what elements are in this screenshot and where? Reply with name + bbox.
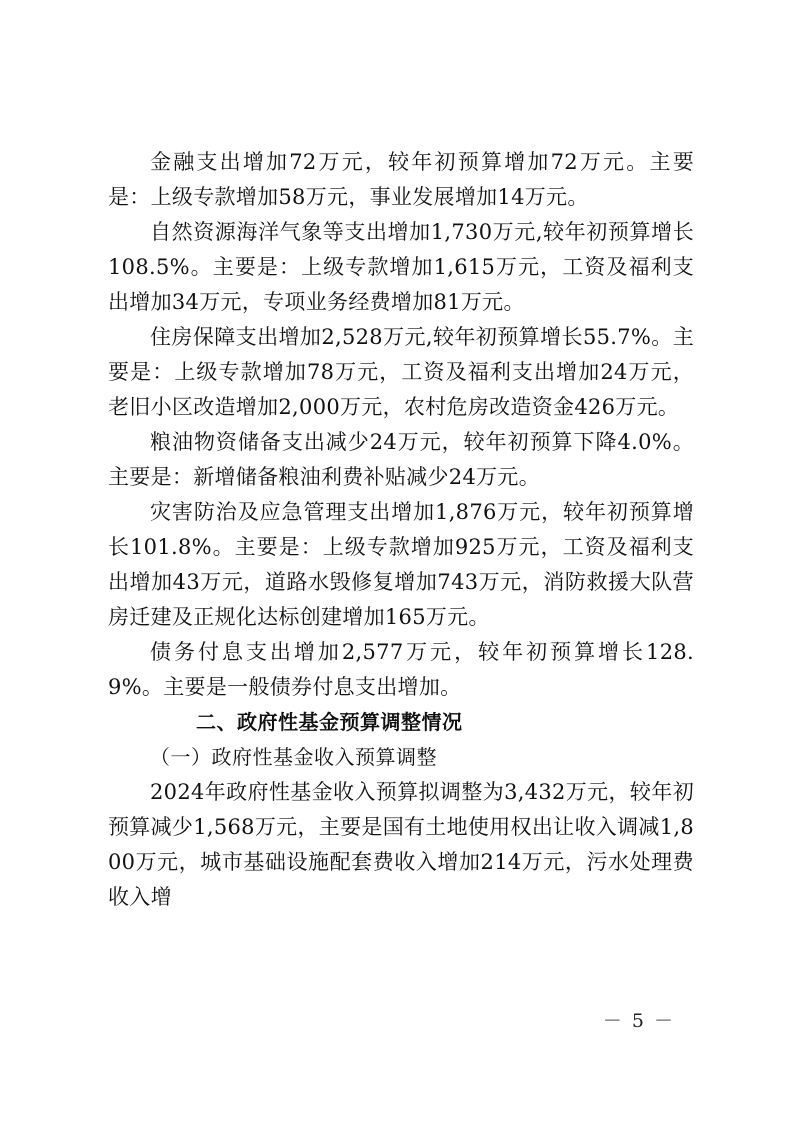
paragraph-housing-expenditure: 住房保障支出增加2,528万元,较年初预算增长55.7%。主要是：上级专款增加78万元，工资及福利支出增加24万元，老旧小区改造增加2,000万元，农村危房改造资金426万元。 <box>108 325 694 419</box>
paragraph-debt-interest-expenditure: 债务付息支出增加2,577万元，较年初预算增长128.9%。主要是一般债券付息支出增加。 <box>108 640 694 699</box>
document-body <box>108 145 694 915</box>
page-number: － 5 － <box>602 1010 675 1032</box>
paragraph-finance-expenditure: 金融支出增加72万元，较年初预算增加72万元。主要是：上级专款增加58万元，事业发展增加14万元。 <box>108 150 694 209</box>
paragraph-disaster-prevention-expenditure: 灾害防治及应急管理支出增加1,876万元，较年初预算增长101.8%。主要是：上级专款增加925万元，工资及福利支出增加43万元，道路水毁修复增加743万元，消防救援大队营房迁建及正规化达标创建增加165万元。 <box>108 500 694 629</box>
paragraph-fund-revenue-adjustment: 2024年政府性基金收入预算拟调整为3,432万元，较年初预算减少1,568万元，主要是国有土地使用权出让收入调减1,800万元，城市基础设施配套费收入增加214万元，污水处理费收入增 <box>108 780 694 909</box>
paragraph-natural-resources-expenditure: 自然资源海洋气象等支出增加1,730万元,较年初预算增长108.5%。主要是：上级专款增加1,615万元，工资及福利支出增加34万元，专项业务经费增加81万元。 <box>108 220 694 314</box>
subsection-heading: （一）政府性基金收入预算调整 <box>150 745 437 769</box>
paragraph-grain-reserve-expenditure: 粮油物资储备支出减少24万元，较年初预算下降4.0%。主要是：新增储备粮油利费补贴减少24万元。 <box>108 430 694 489</box>
section-heading: 二、政府性基金预算调整情况 <box>196 710 463 734</box>
